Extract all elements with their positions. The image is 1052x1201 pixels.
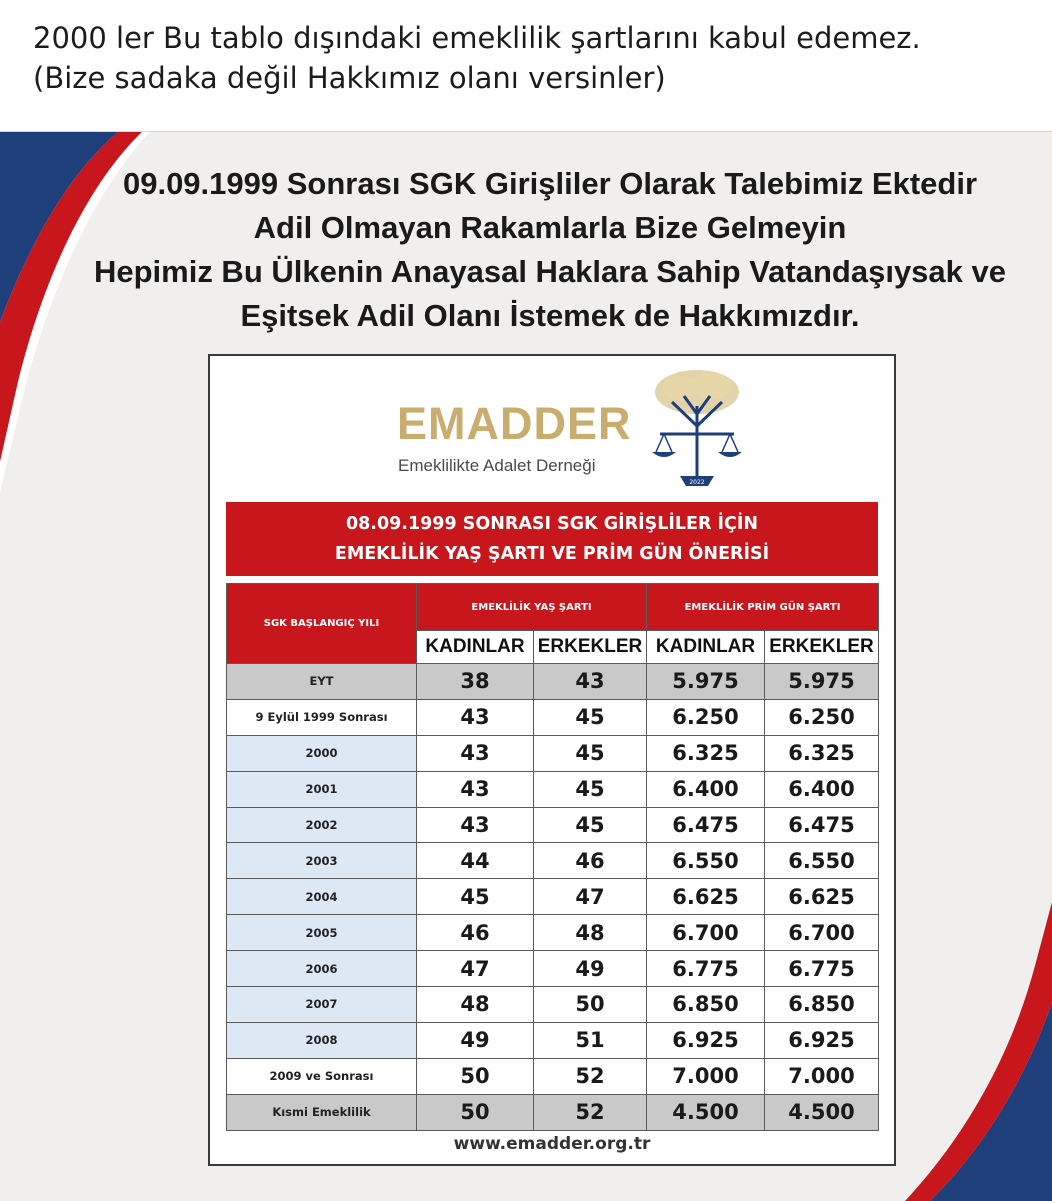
- prim-men-cell: 6.475: [765, 807, 879, 843]
- prim-men-cell: 6.625: [765, 879, 879, 915]
- emadder-logo-text: EMADDER: [397, 398, 632, 449]
- age-women-cell: 43: [417, 735, 534, 771]
- age-women-cell: 46: [417, 915, 534, 951]
- prim-men-cell: 6.925: [765, 1022, 879, 1058]
- prim-men-cell: 6.550: [765, 843, 879, 879]
- prim-men-cell: 6.325: [765, 735, 879, 771]
- headline-line-3: Hepimiz Bu Ülkenin Anayasal Haklara Sahip Vatandaşıysak ve: [93, 254, 1007, 289]
- prim-women-cell: 6.550: [647, 843, 765, 879]
- emadder-logo-subtitle: Emeklilikte Adalet Derneği: [398, 456, 596, 475]
- headline: [70, 162, 1030, 338]
- caption-line-1: 2000 ler Bu tablo dışındaki emeklilik şartlarını kabul edemez.: [33, 21, 921, 55]
- prim-men-cell: 4.500: [765, 1094, 879, 1130]
- post-image[interactable]: [0, 131, 1052, 1201]
- age-men-cell: 50: [534, 987, 647, 1023]
- age-women-cell: 48: [417, 987, 534, 1023]
- table-row: [227, 951, 879, 987]
- age-men-cell: 45: [534, 807, 647, 843]
- caption-line-2: (Bize sadaka değil Hakkımız olanı versinler): [33, 61, 666, 95]
- prim-women-cell: 6.400: [647, 771, 765, 807]
- banner-line-1: 08.09.1999 SONRASI SGK GİRİŞLİLER İÇİN: [345, 514, 759, 534]
- banner-line-2: EMEKLİLİK YAŞ ŞARTI VE PRİM GÜN ÖNERİSİ: [334, 544, 770, 564]
- table-row: [227, 879, 879, 915]
- subheader-prim-women: KADINLAR: [647, 631, 765, 664]
- age-women-cell: 50: [417, 1058, 534, 1094]
- row-label: 2003: [227, 843, 417, 879]
- subheader-age-men: ERKEKLER: [534, 631, 647, 664]
- table-row: [227, 807, 879, 843]
- table-row: [227, 771, 879, 807]
- row-label: 2008: [227, 1022, 417, 1058]
- age-women-cell: 43: [417, 807, 534, 843]
- row-label: 2004: [227, 879, 417, 915]
- row-label: EYT: [227, 664, 417, 700]
- proposal-card: [208, 354, 896, 1166]
- row-label: Kısmi Emeklilik: [227, 1094, 417, 1130]
- prim-men-cell: 5.975: [765, 664, 879, 700]
- prim-women-cell: 6.250: [647, 699, 765, 735]
- table-row: [227, 1094, 879, 1130]
- prim-women-cell: 6.700: [647, 915, 765, 951]
- table-row: [227, 699, 879, 735]
- prim-women-cell: 6.475: [647, 807, 765, 843]
- table-row: [227, 987, 879, 1023]
- age-men-cell: 52: [534, 1058, 647, 1094]
- prim-men-cell: 6.700: [765, 915, 879, 951]
- age-men-cell: 49: [534, 951, 647, 987]
- table-row: [227, 1022, 879, 1058]
- row-label: 2009 ve Sonrası: [227, 1058, 417, 1094]
- row-label: 9 Eylül 1999 Sonrası: [227, 699, 417, 735]
- justice-tree-scale-icon: [642, 366, 752, 492]
- retirement-conditions-table: [226, 583, 879, 1131]
- headline-line-1: 09.09.1999 Sonrası SGK Girişliler Olarak Talebimiz Ektedir: [122, 166, 978, 201]
- table-row: [227, 1058, 879, 1094]
- prim-women-cell: 6.625: [647, 879, 765, 915]
- prim-women-cell: 6.925: [647, 1022, 765, 1058]
- age-women-cell: 43: [417, 771, 534, 807]
- prim-men-cell: 6.775: [765, 951, 879, 987]
- prim-men-cell: 6.400: [765, 771, 879, 807]
- age-men-cell: 51: [534, 1022, 647, 1058]
- age-women-cell: 43: [417, 699, 534, 735]
- header-start-year: SGK BAŞLANGIÇ YILI: [227, 584, 417, 664]
- table-row: [227, 735, 879, 771]
- row-label: 2001: [227, 771, 417, 807]
- table-body: [227, 664, 879, 1131]
- row-label: 2005: [227, 915, 417, 951]
- age-women-cell: 50: [417, 1094, 534, 1130]
- row-label: 2006: [227, 951, 417, 987]
- age-women-cell: 47: [417, 951, 534, 987]
- row-label: 2000: [227, 735, 417, 771]
- age-men-cell: 45: [534, 735, 647, 771]
- table-row: [227, 843, 879, 879]
- table-row: [227, 664, 879, 700]
- age-women-cell: 38: [417, 664, 534, 700]
- header-age-condition: EMEKLİLİK YAŞ ŞARTI: [417, 584, 647, 631]
- emblem-year: 2022: [689, 479, 705, 486]
- age-men-cell: 48: [534, 915, 647, 951]
- prim-women-cell: 6.850: [647, 987, 765, 1023]
- prim-women-cell: 6.325: [647, 735, 765, 771]
- prim-men-cell: 7.000: [765, 1058, 879, 1094]
- prim-men-cell: 6.850: [765, 987, 879, 1023]
- row-label: 2002: [227, 807, 417, 843]
- age-men-cell: 47: [534, 879, 647, 915]
- post-caption: [33, 18, 1033, 98]
- prim-women-cell: 5.975: [647, 664, 765, 700]
- age-men-cell: 46: [534, 843, 647, 879]
- age-men-cell: 45: [534, 771, 647, 807]
- headline-line-2: Adil Olmayan Rakamlarla Bize Gelmeyin: [253, 210, 847, 245]
- prim-women-cell: 4.500: [647, 1094, 765, 1130]
- table-row: [227, 915, 879, 951]
- headline-line-4: Eşitsek Adil Olanı İstemek de Hakkımızdır.: [240, 298, 860, 333]
- footer-website: www.emadder.org.tr: [453, 1134, 651, 1154]
- prim-men-cell: 6.250: [765, 699, 879, 735]
- header-prim-condition: EMEKLİLİK PRİM GÜN ŞARTI: [647, 584, 879, 631]
- age-women-cell: 49: [417, 1022, 534, 1058]
- age-men-cell: 52: [534, 1094, 647, 1130]
- row-label: 2007: [227, 987, 417, 1023]
- prim-women-cell: 7.000: [647, 1058, 765, 1094]
- age-men-cell: 45: [534, 699, 647, 735]
- age-women-cell: 44: [417, 843, 534, 879]
- proposal-banner: [226, 502, 878, 576]
- prim-women-cell: 6.775: [647, 951, 765, 987]
- subheader-prim-men: ERKEKLER: [765, 631, 879, 664]
- subheader-age-women: KADINLAR: [417, 631, 534, 664]
- age-women-cell: 45: [417, 879, 534, 915]
- age-men-cell: 43: [534, 664, 647, 700]
